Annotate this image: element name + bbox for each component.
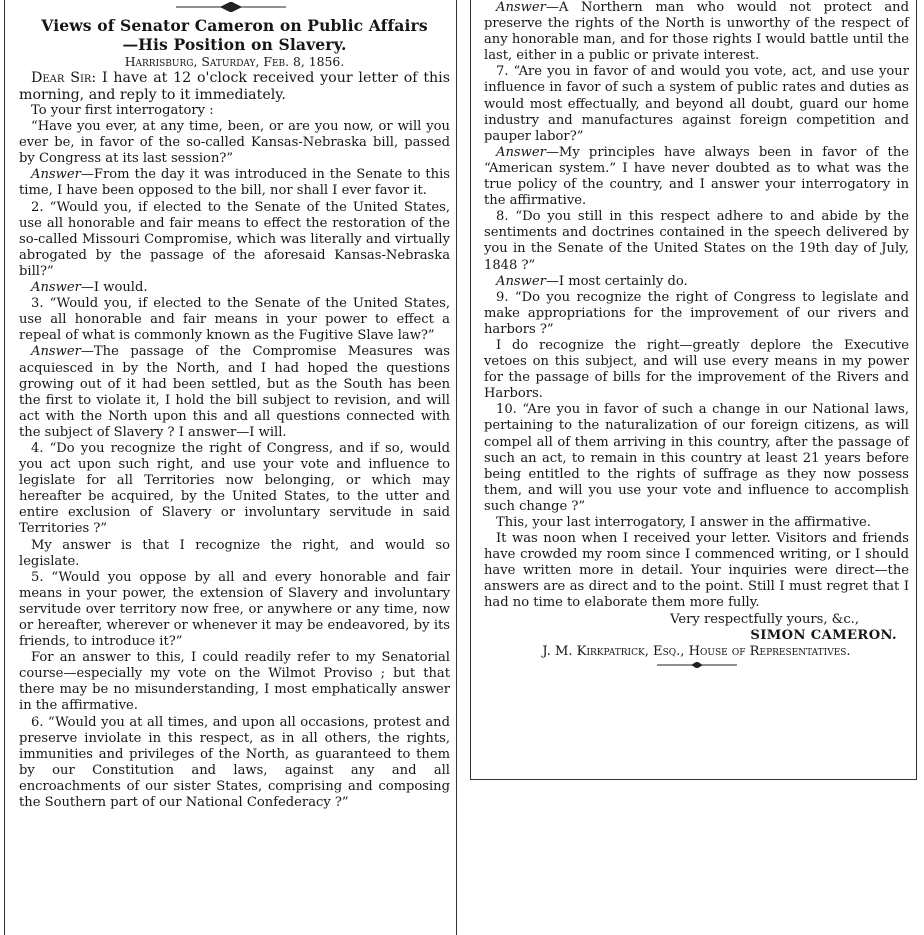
answer-3-label: Answer <box>31 344 81 360</box>
intro-line: To your first interrogatory : <box>31 103 214 118</box>
answer-8-label: Answer <box>496 273 546 289</box>
right-column <box>470 0 917 780</box>
salutation-lead: Dear Sir <box>31 70 92 86</box>
answer-4: My answer is that I recognize the right, and would so legislate. <box>19 537 450 569</box>
salutation <box>19 70 450 103</box>
article-title-line2: —His Position on Slavery. <box>122 35 347 54</box>
dateline: Harrisburg, Saturday, Feb. 8, 1856. <box>124 54 345 69</box>
answer-7 <box>484 145 909 209</box>
answer-1-label: Answer <box>31 167 81 183</box>
question-10: 10. “Are you in favor of such a change in our National laws, pertaining to the naturalization of our foreign citizens, as will compel all of them arriving in this country, after the passage of such an act, to remain in this country at least 21 years before being entitled to the rights of suffrage as they now possess them, and will you use your vote and influence to accomplish such change ?” <box>484 402 909 514</box>
top-rule-ornament <box>5 0 456 14</box>
answer-1 <box>19 167 450 199</box>
question-9: 9. “Do you recognize the right of Congress to legislate and make appropriations for the improvement of our rivers and harbors ?” <box>484 289 909 337</box>
answer-6-label: Answer <box>496 0 546 15</box>
question-2: 2. “Would you, if elected to the Senate of the United States, use all honorable and fair means to effect the restoration of the so-called Missouri Compromise, which was literally and virtually abrogated by the passage of the aforesaid Kansas-Nebraska bill?” <box>19 199 450 279</box>
answer-9: I do recognize the right—greatly deplore the Executive vetoes on this subject, and will use every means in my power for the passage of bills for the improvement of the Rivers and Harbors. <box>484 337 909 402</box>
valediction: Very respectfully yours, &c., <box>670 611 859 627</box>
article-title <box>19 16 450 54</box>
left-column <box>4 0 457 935</box>
answer-10: This, your last interrogatory, I answer in the affirmative. <box>496 515 871 530</box>
answer-3 <box>19 344 450 441</box>
question-6: 6. “Would you at all times, and upon all occasions, protest and preserve inviolate in this respect, as in all others, the rights, immunities and privileges of the North, as guaranteed to them by our Constitution and laws, against any and all encroachments of our sister States, comprising and composing the Southern part of our National Confederacy ?” <box>19 714 450 811</box>
answer-3-text: —The passage of the Compromise Measures was acquiesced in by the North, and I had hoped the questions growing out of it had been settled, but as the South has been the first to violate it, I hold the bill subject to revision, and will act with the North upon this and all questions connected with the subject of Slavery ? I answer—I will. <box>19 344 450 440</box>
answer-6-text: —A Northern man who would not protect and preserve the rights of the North is unworthy of the respect of any honorable man, and for those rights I would battle until the last, either in a public or private interest. <box>484 0 909 64</box>
question-7: 7. “Are you in favor of and would you vote, act, and use your influence in favor of such a system of public rates and duties as would most effectually, and beyond all doubt, guard our home industry and manufactures against foreign competition and pauper labor?” <box>484 64 909 144</box>
answer-2 <box>19 280 450 296</box>
question-8: 8. “Do you still in this respect adhere to and abide by the sentiments and doctrines contained in the speech delivered by you in the Senate of the United States on the 19th day of July, 1848 ?” <box>484 209 909 273</box>
answer-6 <box>484 0 909 64</box>
answer-8-text: —I most certainly do. <box>545 273 688 289</box>
article-title-line1: Views of Senator Cameron on Public Affairs <box>41 16 428 35</box>
question-3: 3. “Would you, if elected to the Senate of the United States, use all honorable and fair means in your power to effect a repeal of what is commonly known as the Fugitive Slave law?” <box>19 296 450 344</box>
answer-7-text: —My principles have always been in favor of the “American system.” I have never doubted as to what was the true policy of the country, and I answer your interrogatory in the affirmative. <box>484 144 909 209</box>
answer-1-text: —From the day it was introduced in the Senate to this time, I have been opposed to the bill, nor shall I ever favor it. <box>19 167 450 199</box>
answer-2-label: Answer <box>31 280 81 296</box>
end-rule-ornament <box>484 662 909 668</box>
question-5: 5. “Would you oppose by all and every honorable and fair means in your power, the extension of Slavery and involuntary servitude over territory now free, or anywhere or any time, now or hereafter, wherever or whenever it may be endeavored, by its friends, to introduce it?” <box>19 569 450 650</box>
signature: SIMON CAMERON. <box>750 627 897 643</box>
closing-paragraph: It was noon when I received your letter. Visitors and friends have crowded my room since I commenced writing, or I should have written more in detail. Your inquiries were direct—the answers are as direct and to the point. Still I must regret that I had no time to elaborate them more fully. <box>484 531 909 611</box>
question-1: “Have you ever, at any time, been, or are you now, or will you ever be, in favor of the so-called Kansas-Nebraska bill, passed by Congress at its last session?” <box>19 119 450 167</box>
answer-2-text: —I would. <box>80 280 148 296</box>
answer-8 <box>484 274 909 290</box>
question-4: 4. “Do you recognize the right of Congress, and if so, would you act upon such right, and use your vote and influence to legislate for all Territories now belonging, or which may hereafter be acquired, by the United States, to the utter and entire exclusion of Slavery or involuntary servitude in said Territories ?” <box>19 440 450 537</box>
salutation-rest: : I have at 12 o'clock received your letter of this morning, and reply to it immediately. <box>19 70 450 103</box>
addressee: J. M. Kirkpatrick, Esq., House of Representatives. <box>542 643 851 659</box>
answer-5: For an answer to this, I could readily refer to my Senatorial course—especially my vote on the Wilmot Proviso ; but that there may be no misunderstanding, I most emphatically answer in the affirmative. <box>19 650 450 714</box>
answer-7-label: Answer <box>496 144 546 160</box>
